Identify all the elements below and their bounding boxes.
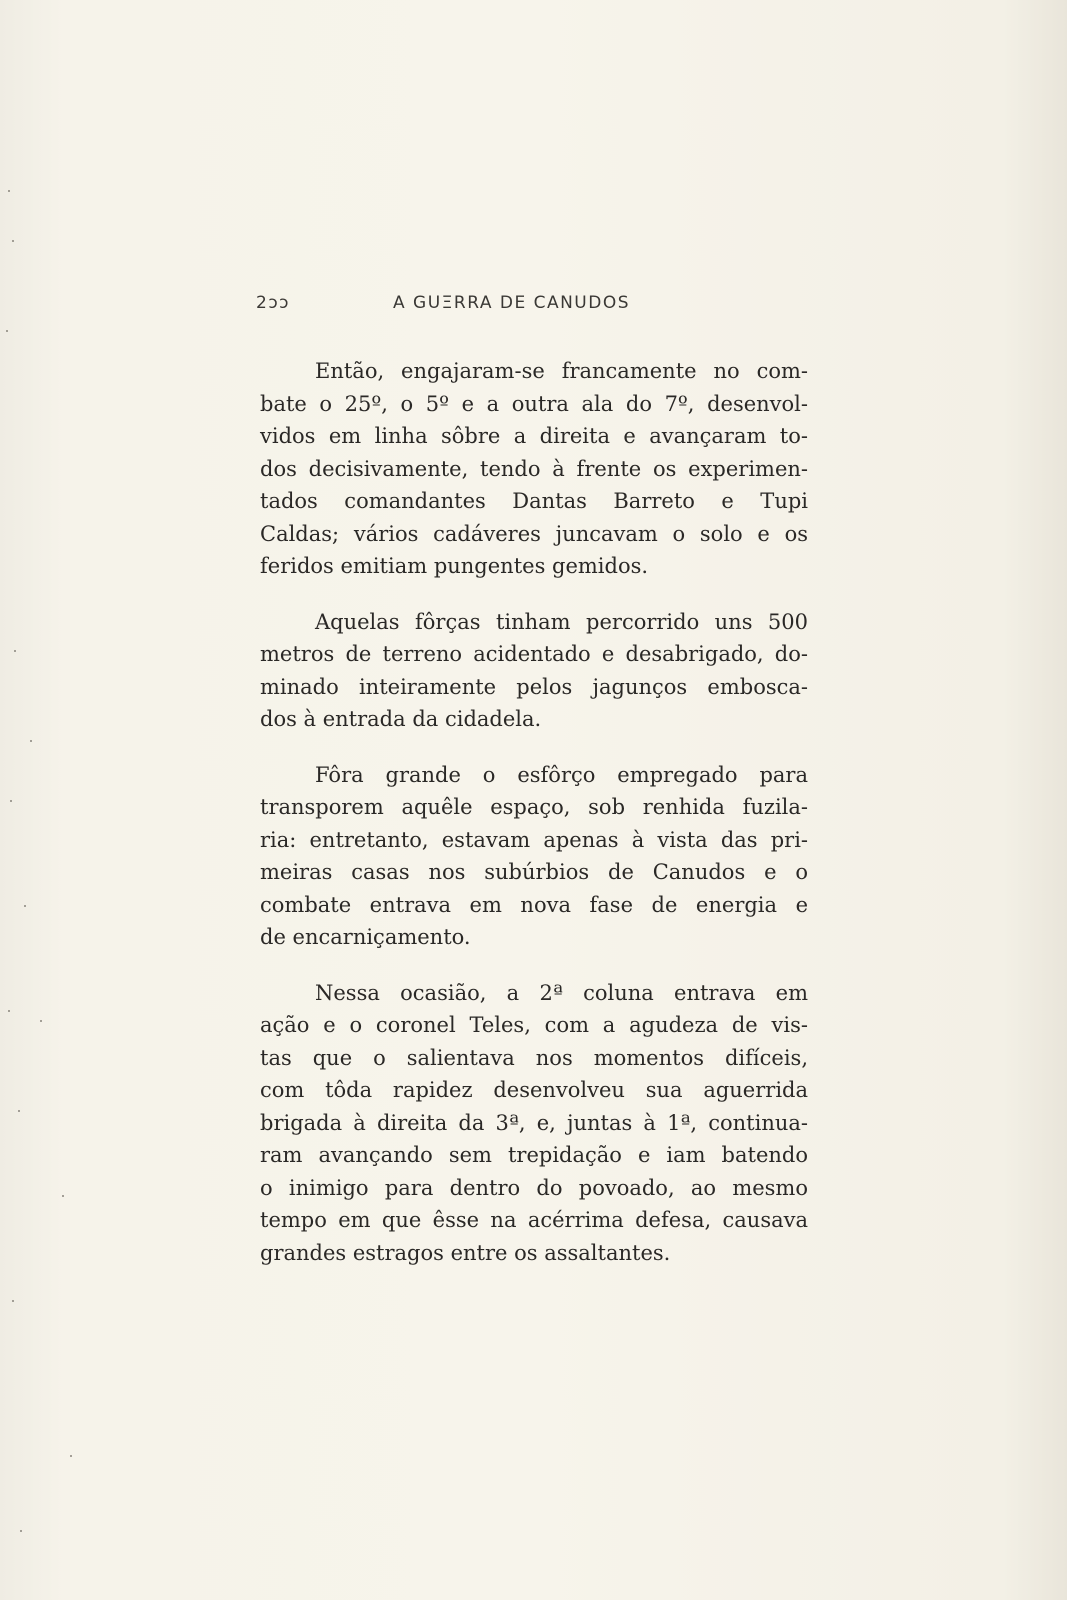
text-line: tas que o salientava nos momentos difíceis, [260,1045,808,1070]
text-line: feridos emitiam pungentes gemidos. [260,554,649,578]
text-line: o inimigo para dentro do povoado, ao mesmo [260,1175,808,1200]
scan-speck [8,190,10,192]
paragraph-3 [260,759,808,954]
scan-speck [20,1530,22,1532]
scan-speck [6,330,8,332]
text-line: de encarniçamento. [260,925,471,949]
scan-speck [10,800,12,802]
text-line: dos decisivamente, tendo à frente os experimen- [260,456,808,481]
text-line: transporem aquêle espaço, sob renhida fuzila- [260,795,808,819]
text-line: Caldas; vários cadáveres juncavam o solo e os [260,521,808,546]
scan-speck [12,240,14,242]
text-line: brigada à direita da 3ª, e, juntas à 1ª, continua- [260,1110,808,1135]
paragraph-2 [260,606,808,736]
text-line: dos à entrada da cidadela. [260,707,542,731]
text-line: ação e o coronel Teles, com a agudeza de vis- [260,1013,808,1037]
text-line: Aquelas fôrças tinham percorrido uns 500 [315,609,808,634]
text-line: Então, engajaram-se francamente no com- [315,359,808,383]
text-line: tempo em que êsse na acérrima defesa, causava [260,1208,808,1232]
text-line: ram avançando sem trepidação e iam batendo [260,1143,808,1167]
text-line: metros de terreno acidentado e desabrigado, do- [260,642,808,666]
scan-speck [24,905,26,907]
text-line: meiras casas nos subúrbios de Canudos e o [260,860,808,884]
text-line: Fôra grande o esfôrço empregado para [315,762,808,787]
paragraph-4 [260,977,808,1270]
scan-speck [14,650,16,652]
page-number: 2ͻͻ [256,293,290,313]
scan-speck [12,1300,14,1302]
text-line: ria: entretanto, estavam apenas à vista das pri- [260,827,808,852]
text-line: combate entrava em nova fase de energia e [260,892,808,917]
scan-speck [62,1195,64,1197]
text-line: vidos em linha sôbre a direita e avançaram to- [260,424,808,448]
text-line: Nessa ocasião, a 2ª coluna entrava em [315,980,808,1005]
scan-speck [70,1455,72,1457]
scan-speck [8,1010,10,1012]
scan-speck [40,1020,42,1022]
text-line: grandes estragos entre os assaltantes. [260,1240,671,1265]
text-line: tados comandantes Dantas Barreto e Tupi [260,489,808,513]
scan-speck [18,1110,20,1112]
text-line: bate o 25º, o 5º e a outra ala do 7º, desenvol- [260,391,808,416]
text-line: com tôda rapidez desenvolveu sua aguerrida [260,1078,808,1102]
body-text [260,355,808,1269]
running-title: A GUΞRRA DE CANUDOS [393,293,631,313]
scan-speck [30,740,32,742]
paragraph-1 [260,355,808,583]
text-line: minado inteiramente pelos jagunços embosca- [260,674,808,699]
running-header [256,293,696,319]
